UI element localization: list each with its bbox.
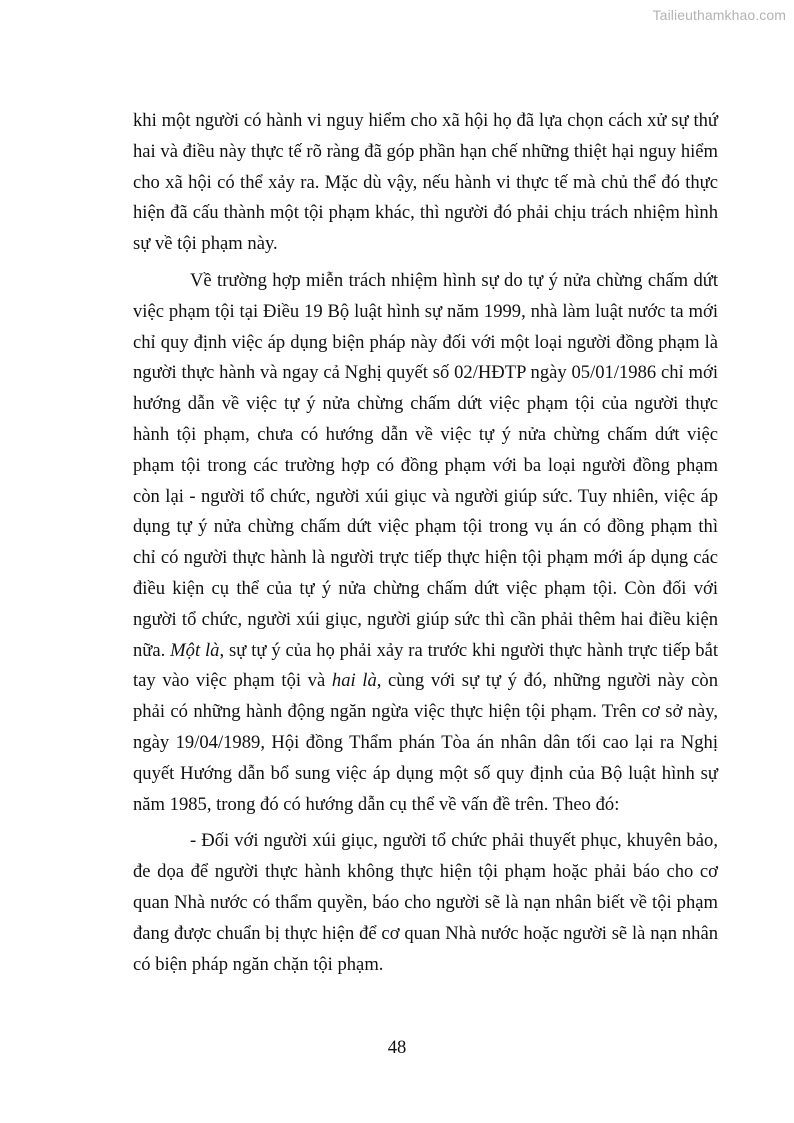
paragraph-2 <box>133 266 718 820</box>
page-number: 48 <box>387 1037 407 1058</box>
paragraph-2-part-2: , sự tự ý của họ phải xảy ra trước khi người thực hành trực tiếp bắt tay vào việc phạm tội và <box>133 639 718 692</box>
paragraph-3: - Đối với người xúi giục, người tổ chức phải thuyết phục, khuyên bảo, đe dọa để người thực hành không thực hiện tội phạm hoặc phải báo cho cơ quan Nhà nước có thẩm quyền, báo cho người sẽ là nạn nhân biết về tội phạm đang được chuẩn bị thực hiện để cơ quan Nhà nước hoặc người sẽ là nạn nhân có biện pháp ngăn chặn tội phạm. <box>133 830 718 975</box>
paragraph-2-part-1: Về trường hợp miễn trách nhiệm hình sự do tự ý nửa chừng chấm dứt việc phạm tội tại Điều 19 Bộ luật hình sự năm 1999, nhà làm luật nước ta mới chỉ quy định việc áp dụng biện pháp này đối với một loại người đồng phạm là người thực hành và ngay cả Nghị quyết số 02/HĐTP ngày 05/01/1986 chỉ mới hướng dẫn về việc tự ý nửa chừng chấm dứt việc phạm tội của người thực hành tội phạm, chưa có hướng dẫn về việc tự ý nửa chừng chấm dứt việc phạm tội trong các trường hợp có đồng phạm với ba loại người đồng phạm còn lại - người tổ chức, người xúi giục và người giúp sức. Tuy nhiên, việc áp dụng tự ý nửa chừng chấm dứt việc phạm tội trong vụ án có đồng phạm thì chỉ có người thực hành là người trực tiếp thực hiện tội phạm mới áp dụng các điều kiện cụ thể của tự ý nửa chừng chấm dứt việc phạm tội. Còn đối với người tổ chức, người xúi giục, người giúp sức thì cần phải thêm hai điều kiện nữa. <box>133 269 718 661</box>
paragraph-1: khi một người có hành vi nguy hiểm cho xã hội họ đã lựa chọn cách xử sự thứ hai và điều này thực tế rõ ràng đã góp phần hạn chế những thiệt hại nguy hiểm cho xã hội có thể xảy ra. Mặc dù vậy, nếu hành vi thực tế mà chủ thể đó thực hiện đã cấu thành một tội phạm khác, thì người đó phải chịu trách nhiệm hình sự về tội phạm này. <box>133 110 718 255</box>
italic-hai-la: hai là <box>331 670 377 692</box>
watermark-text: Tailieuthamkhao.com <box>652 7 786 23</box>
paragraph-2-part-3: , cùng với sự tự ý đó, những người này còn phải có những hành động ngăn ngừa việc thực hiện tội phạm. Trên cơ sở này, ngày 19/04/1989, Hội đồng Thẩm phán Tòa án nhân dân tối cao lại ra Nghị quyết Hướng dẫn bổ sung việc áp dụng một số quy định của Bộ luật hình sự năm 1985, trong đó có hướng dẫn cụ thể về vấn đề trên. Theo đó: <box>133 670 719 815</box>
document-body <box>133 106 718 986</box>
italic-mot-la: Một là <box>170 639 220 661</box>
